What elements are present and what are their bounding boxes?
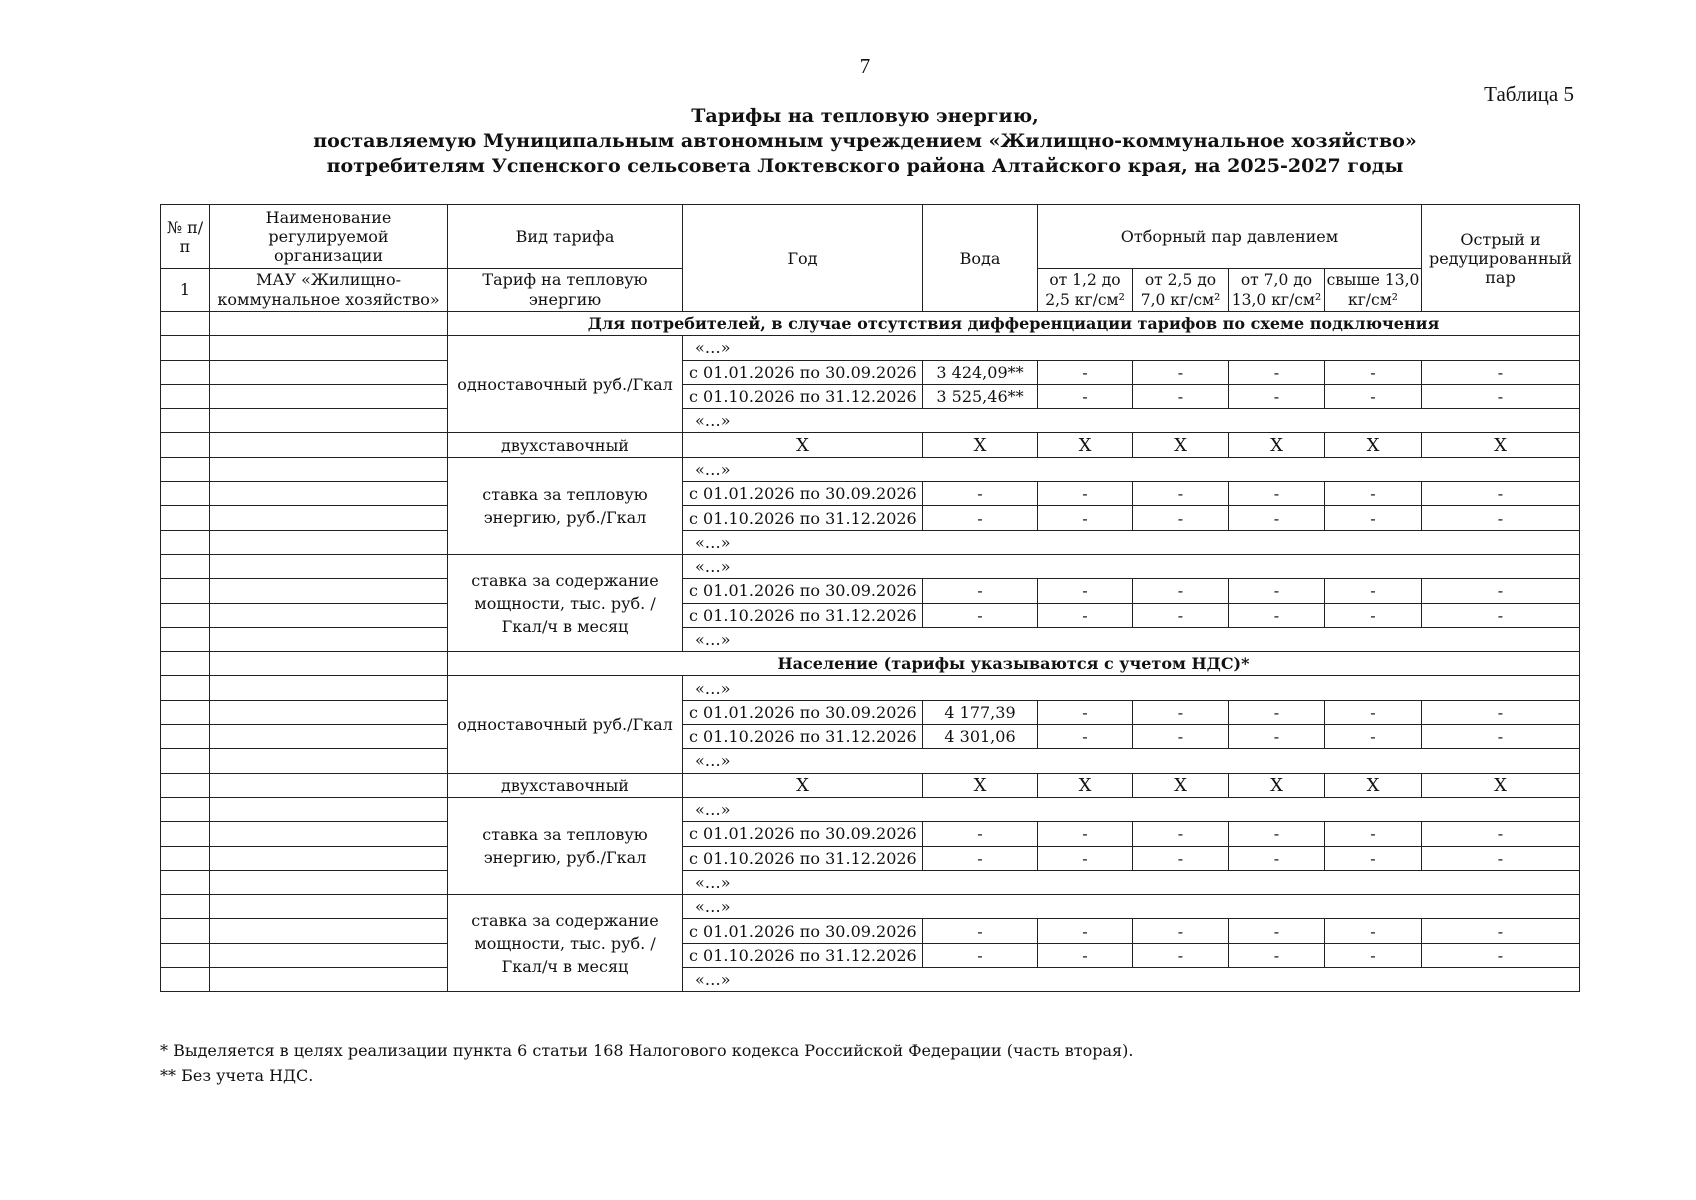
x-cell: X [923,433,1038,457]
dash-cell: - [1229,506,1325,530]
period-row [161,700,1580,724]
org-cell [210,554,448,578]
dash-cell: - [1422,725,1580,749]
dash-cell: - [1422,700,1580,724]
org-cell [210,482,448,506]
ellipsis-cell: «…» [683,797,1580,821]
header-sharp-steam: Острый и редуцированный пар [1422,205,1580,312]
tariff-type-label: ставка за тепловую энергию, руб./Гкал [448,797,683,894]
dash-cell: - [1229,943,1325,967]
section-title: Для потребителей, в случае отсутствия дифференциации тарифов по схеме подключения [448,312,1580,336]
header-steam-4: свыше 13,0 кг/см² [1325,269,1422,312]
dash-cell: - [1325,822,1422,846]
period-cell: с 01.10.2026 по 31.12.2026 [683,943,923,967]
num-cell [161,360,210,384]
org-cell [210,725,448,749]
num-cell [161,482,210,506]
num-cell [161,797,210,821]
org-cell [210,409,448,433]
dash-cell: - [1229,603,1325,627]
dash-cell: - [923,943,1038,967]
period-row [161,506,1580,530]
dash-cell: - [1422,506,1580,530]
x-cell: X [1133,433,1229,457]
period-row [161,919,1580,943]
dash-cell: - [1325,360,1422,384]
dash-cell: - [1422,822,1580,846]
num-cell [161,457,210,481]
org-cell [210,627,448,651]
org-num: 1 [161,269,210,312]
org-cell [210,749,448,773]
ellipsis-row [161,530,1580,554]
period-row [161,482,1580,506]
tariff-type-label: одноставочный руб./Гкал [448,676,683,773]
num-cell [161,433,210,457]
footnote: * Выделяется в целях реализации пункта 6 статьи 168 Налогового кодекса Российской Федерации (часть вторая). [160,1041,1134,1060]
x-cell: X [1038,433,1133,457]
num-cell [161,846,210,870]
ellipsis-row [161,457,1580,481]
period-cell: с 01.01.2026 по 30.09.2026 [683,360,923,384]
num-cell [161,822,210,846]
dash-cell: - [1325,482,1422,506]
header-year: Год [683,205,923,312]
period-cell: с 01.10.2026 по 31.12.2026 [683,725,923,749]
dash-cell: - [923,822,1038,846]
num-cell [161,554,210,578]
x-cell: X [1133,773,1229,797]
dash-cell: - [1422,360,1580,384]
org-cell [210,457,448,481]
tariff-type-label: ставка за тепловую энергию, руб./Гкал [448,457,683,554]
period-cell: с 01.01.2026 по 30.09.2026 [683,822,923,846]
ellipsis-cell: «…» [683,968,1580,992]
org-cell [210,846,448,870]
dash-cell: - [1422,919,1580,943]
dash-cell: - [1133,846,1229,870]
num-cell [161,870,210,894]
ellipsis-cell: «…» [683,530,1580,554]
dash-cell: - [1325,725,1422,749]
dash-cell: - [1229,919,1325,943]
dash-cell: - [1038,579,1133,603]
period-cell: с 01.01.2026 по 30.09.2026 [683,482,923,506]
two-rate-label: двухставочный [448,773,683,797]
dash-cell: - [1038,919,1133,943]
num-cell [161,943,210,967]
dash-cell: - [1038,700,1133,724]
period-row [161,360,1580,384]
org-cell [210,919,448,943]
dash-cell: - [1422,943,1580,967]
ellipsis-row [161,895,1580,919]
x-cell: X [1038,773,1133,797]
dash-cell: - [923,603,1038,627]
dash-cell: - [1325,846,1422,870]
two-rate-label: двухставочный [448,433,683,457]
header-water: Вода [923,205,1038,312]
dash-cell: - [1133,506,1229,530]
org-cell [210,943,448,967]
dash-cell: - [1229,822,1325,846]
dash-cell: - [1422,579,1580,603]
num-cell [161,895,210,919]
two-rate-row [161,433,1580,457]
water-value: 4 177,39 [923,700,1038,724]
tariff-type-label: одноставочный руб./Гкал [448,336,683,433]
num-cell [161,968,210,992]
org-cell [210,579,448,603]
water-value: 3 525,46** [923,384,1038,408]
org-cell [210,360,448,384]
x-cell: X [683,773,923,797]
dash-cell: - [1229,700,1325,724]
org-name: МАУ «Жилищно-коммунальное хозяйство» [210,269,448,312]
water-value: 3 424,09** [923,360,1038,384]
org-cell [210,895,448,919]
ellipsis-row [161,676,1580,700]
num-cell [161,384,210,408]
ellipsis-row [161,336,1580,360]
title-line-2: поставляемую Муниципальным автономным учреждением «Жилищно-коммунальное хозяйство» [313,130,1417,152]
num-cell [161,700,210,724]
period-row [161,725,1580,749]
period-row [161,384,1580,408]
dash-cell: - [1422,482,1580,506]
ellipsis-cell: «…» [683,457,1580,481]
table-label: Таблица 5 [1484,82,1574,106]
dash-cell: - [1229,725,1325,749]
org-cell [210,870,448,894]
num-cell [161,749,210,773]
org-cell [210,433,448,457]
dash-cell: - [1422,603,1580,627]
dash-cell: - [1325,943,1422,967]
header-tariff-type: Вид тарифа [448,205,683,269]
ellipsis-cell: «…» [683,870,1580,894]
dash-cell: - [1422,384,1580,408]
x-cell: X [1325,433,1422,457]
dash-cell: - [1038,482,1133,506]
dash-cell: - [1229,846,1325,870]
x-cell: X [1229,773,1325,797]
ellipsis-row [161,797,1580,821]
num-cell [161,312,210,336]
period-row [161,846,1580,870]
x-cell: X [1422,433,1580,457]
period-row [161,822,1580,846]
dash-cell: - [1422,846,1580,870]
dash-cell: - [1325,919,1422,943]
section-header-row [161,652,1580,676]
num-cell [161,530,210,554]
org-cell [210,506,448,530]
num-cell [161,506,210,530]
ellipsis-cell: «…» [683,336,1580,360]
dash-cell: - [1133,943,1229,967]
dash-cell: - [1038,725,1133,749]
org-cell [210,822,448,846]
dash-cell: - [1038,384,1133,408]
dash-cell: - [1133,822,1229,846]
num-cell [161,676,210,700]
ellipsis-row [161,409,1580,433]
dash-cell: - [1133,603,1229,627]
ellipsis-row [161,968,1580,992]
dash-cell: - [1325,506,1422,530]
two-rate-row [161,773,1580,797]
dash-cell: - [923,579,1038,603]
period-row [161,943,1580,967]
period-cell: с 01.10.2026 по 31.12.2026 [683,506,923,530]
tariff-type-label: ставка за содержание мощности, тыс. руб. /Гкал/ч в месяц [448,554,683,651]
org-cell [210,336,448,360]
dash-cell: - [923,846,1038,870]
period-cell: с 01.10.2026 по 31.12.2026 [683,384,923,408]
period-cell: с 01.01.2026 по 30.09.2026 [683,919,923,943]
org-cell [210,384,448,408]
period-row [161,579,1580,603]
ellipsis-row [161,627,1580,651]
dash-cell: - [1133,360,1229,384]
num-cell [161,409,210,433]
document-title [0,104,1696,179]
dash-cell: - [1133,725,1229,749]
title-line-3: потребителям Успенского сельсовета Локтевского района Алтайского края, на 2025-2027 годы [326,155,1404,177]
dash-cell: - [923,482,1038,506]
x-cell: X [1229,433,1325,457]
org-cell [210,968,448,992]
dash-cell: - [923,919,1038,943]
dash-cell: - [1133,384,1229,408]
ellipsis-cell: «…» [683,627,1580,651]
section-header-row [161,312,1580,336]
num-cell [161,603,210,627]
dash-cell: - [1038,603,1133,627]
dash-cell: - [1038,943,1133,967]
footnote: ** Без учета НДС. [160,1066,314,1085]
tariff-table [160,204,1580,992]
header-steam-2: от 2,5 до 7,0 кг/см² [1133,269,1229,312]
dash-cell: - [1038,846,1133,870]
x-cell: X [683,433,923,457]
dash-cell: - [1229,579,1325,603]
ellipsis-cell: «…» [683,749,1580,773]
num-cell [161,725,210,749]
ellipsis-row [161,749,1580,773]
ellipsis-cell: «…» [683,409,1580,433]
header-org: Наименование регулируемой организации [210,205,448,269]
x-cell: X [1422,773,1580,797]
header-row [161,205,1580,269]
ellipsis-row [161,554,1580,578]
dash-cell: - [923,506,1038,530]
num-cell [161,579,210,603]
dash-cell: - [1038,506,1133,530]
ellipsis-cell: «…» [683,895,1580,919]
water-value: 4 301,06 [923,725,1038,749]
dash-cell: - [1229,360,1325,384]
org-cell [210,312,448,336]
ellipsis-cell: «…» [683,554,1580,578]
ellipsis-cell: «…» [683,676,1580,700]
ellipsis-row [161,870,1580,894]
x-cell: X [1325,773,1422,797]
num-cell [161,336,210,360]
footnotes [160,1038,1133,1088]
org-cell [210,797,448,821]
dash-cell: - [1038,822,1133,846]
org-cell [210,773,448,797]
dash-cell: - [1133,579,1229,603]
dash-cell: - [1038,360,1133,384]
num-cell [161,652,210,676]
tariff-type-label: ставка за содержание мощности, тыс. руб. /Гкал/ч в месяц [448,895,683,992]
page-number: 7 [859,54,871,78]
org-cell [210,530,448,554]
period-row [161,603,1580,627]
org-cell [210,676,448,700]
title-line-1: Тарифы на тепловую энергию, [691,105,1039,127]
period-cell: с 01.10.2026 по 31.12.2026 [683,846,923,870]
dash-cell: - [1133,482,1229,506]
org-cell [210,652,448,676]
num-cell [161,919,210,943]
dash-cell: - [1133,919,1229,943]
dash-cell: - [1229,384,1325,408]
header-steam: Отборный пар давлением [1038,205,1422,269]
header-num: № п/п [161,205,210,269]
org-tariff: Тариф на тепловую энергию [448,269,683,312]
num-cell [161,773,210,797]
dash-cell: - [1133,700,1229,724]
org-cell [210,700,448,724]
period-cell: с 01.01.2026 по 30.09.2026 [683,579,923,603]
header-steam-1: от 1,2 до 2,5 кг/см² [1038,269,1133,312]
section-title: Население (тарифы указываются с учетом НДС)* [448,652,1580,676]
dash-cell: - [1325,603,1422,627]
dash-cell: - [1229,482,1325,506]
header-steam-3: от 7,0 до 13,0 кг/см² [1229,269,1325,312]
num-cell [161,627,210,651]
period-cell: с 01.10.2026 по 31.12.2026 [683,603,923,627]
dash-cell: - [1325,384,1422,408]
dash-cell: - [1325,579,1422,603]
org-cell [210,603,448,627]
period-cell: с 01.01.2026 по 30.09.2026 [683,700,923,724]
x-cell: X [923,773,1038,797]
dash-cell: - [1325,700,1422,724]
